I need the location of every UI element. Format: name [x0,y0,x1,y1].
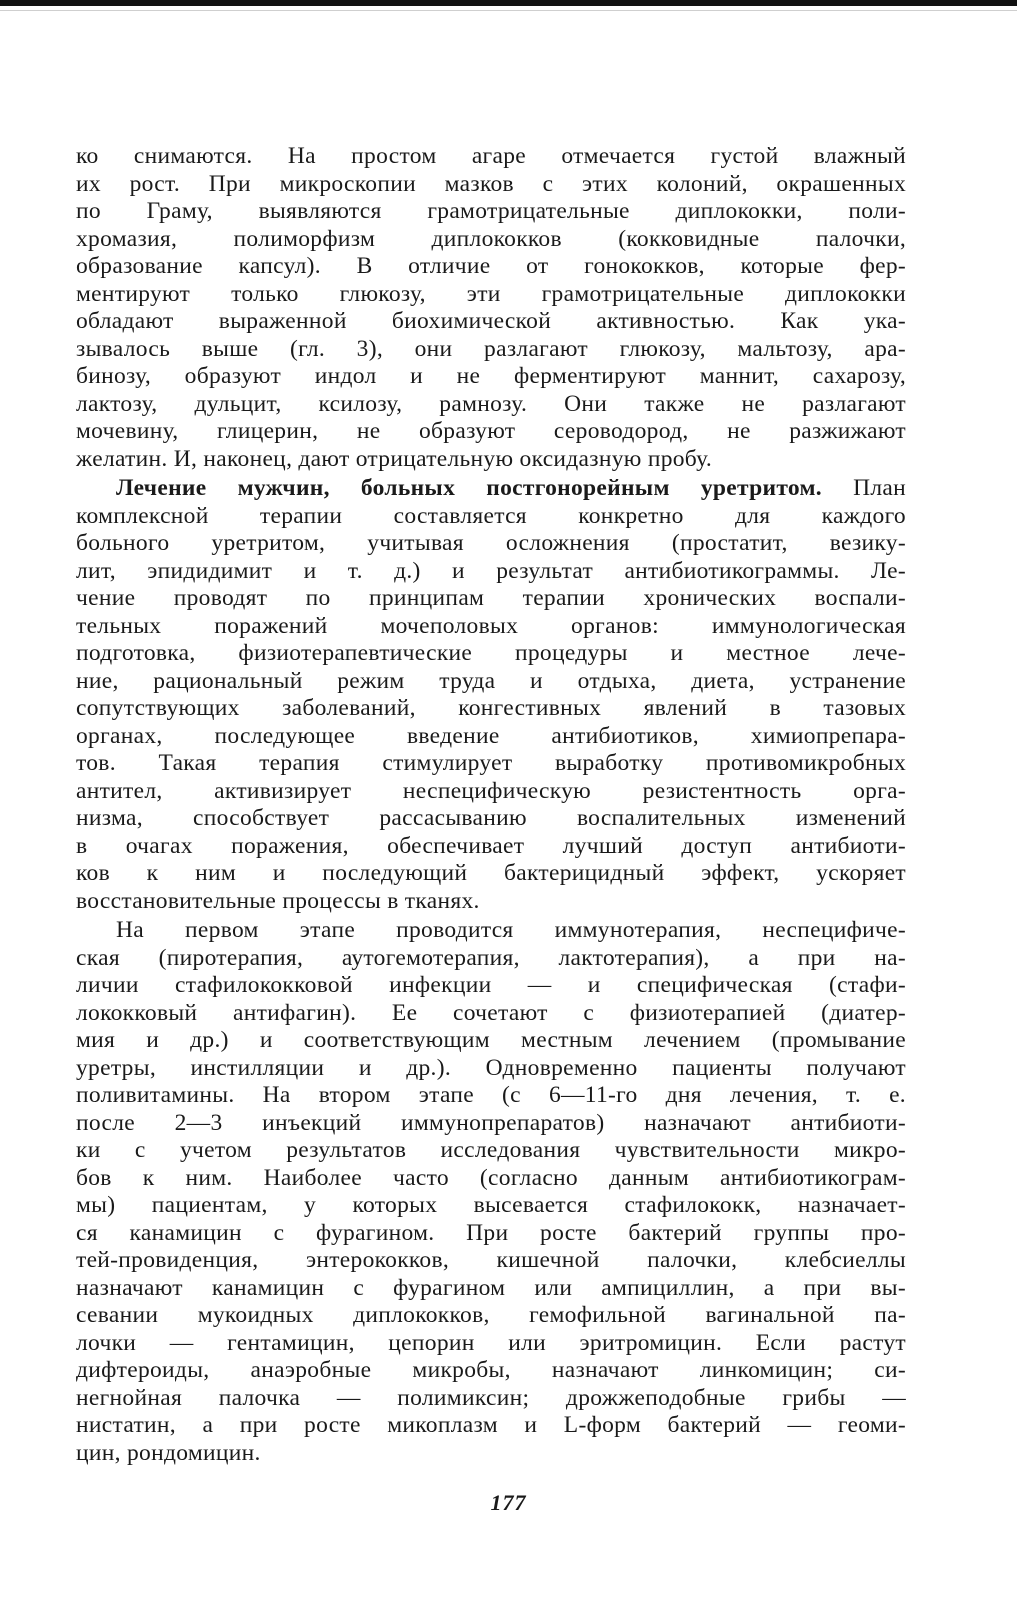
text-line: нистатин, а при росте микоплазм и L-форм бактерий — геоми- [76,1412,906,1438]
text-line: сопутствующих заболеваний, конгестивных явлений в тазовых [76,695,906,721]
paragraph-continuation [76,143,906,473]
text-line: цин, рондомицин. [76,1439,261,1466]
paragraph-therapy-stages [76,917,906,1467]
text-line: лококковый антифагин). Ее сочетают с физиотерапией (диатер- [76,999,906,1026]
text-line: лит, эпидидимит и т. д.) и результат антибиотикограммы. Ле- [76,557,906,584]
text-line: бинозу, образуют индол и не ферментируют маннит, сахарозу, [76,363,906,389]
text-line: мочевину, глицерин, не образуют сероводород, не разжижают [76,418,906,444]
text-line: лактозу, дульцит, ксилозу, рамнозу. Они также не разлагают [76,390,906,417]
top-scan-line [0,10,1017,11]
text-line: ся канамицин с фурагином. При росте бактерий группы про- [76,1219,906,1246]
text-line: тов. Такая терапия стимулирует выработку противомикробных [76,750,906,776]
text-line: личии стафилококковой инфекции — и специфическая (стафи- [76,972,906,998]
text-line: ков к ним и последующий бактерицидный эффект, ускоряет [76,860,906,886]
text-line: обладают выраженной биохимической активностью. Как ука- [76,308,906,334]
paragraph-treatment-heading [76,475,906,915]
text-line: по Граму, выявляются грамотрицательные диплококки, поли- [76,198,906,224]
text-line: подготовка, физиотерапевтические процедуры и местное лече- [76,640,906,666]
text-line: негнойная палочка — полимиксин; дрожжеподобные грибы — [76,1384,906,1411]
text-line: ки с учетом результатов исследования чувствительности микро- [76,1137,906,1163]
text-line: дифтероиды, анаэробные микробы, назначают линкомицин; си- [76,1357,906,1383]
text-line: в очагах поражения, обеспечивает лучший доступ антибиоти- [76,832,906,859]
text-line: зывалось выше (гл. 3), они разлагают глюкозу, мальтозу, ара- [76,335,906,362]
page-body [76,143,906,1467]
text-line [76,475,906,503]
text-line: тей-провиденция, энтерококков, кишечной палочки, клебсиеллы [76,1247,906,1273]
text-line: ская (пиротерапия, аутогемотерапия, лактотерапия), а при на- [76,944,906,971]
text-line: назначают канамицин с фурагином или ампициллин, а при вы- [76,1274,906,1301]
text-line: На первом этапе проводится иммунотерапия, неспецифиче- [116,917,906,943]
text-line: севании мукоидных диплококков, гемофильной вагинальной па- [76,1302,906,1328]
text-line: ко снимаются. На простом агаре отмечается густой влажный [76,143,906,169]
text-line: низма, способствует рассасыванию воспалительных изменений [76,805,906,831]
text-line: восстановительные процессы в тканях. [76,887,480,914]
text-line: комплексной терапии составляется конкретно для каждого [76,502,906,529]
text-line: тельных поражений мочеполовых органов: иммунологическая [76,612,906,639]
text-line: больного уретритом, учитывая осложнения (простатит, везику- [76,530,906,556]
text-line: желатин. И, наконец, дают отрицательную оксидазную пробу. [76,445,713,472]
text-line: после 2—3 инъекций иммунопрепаратов) назначают антибиоти- [76,1109,906,1136]
text-line: органах, последующее введение антибиотиков, химиопрепара- [76,722,906,749]
text-line: мы) пациентам, у которых высевается стафилококк, назначает- [76,1192,906,1218]
text-line: бов к ним. Наиболее часто (согласно данным антибиотикограм- [76,1164,906,1191]
text-line: образование капсул). В отличие от гонококков, которые фер- [76,253,906,279]
text-line: чение проводят по принципам терапии хронических воспали- [76,585,906,611]
text-line: уретры, инстилляции и др.). Одновременно пациенты получают [76,1054,906,1081]
top-border-rule [0,0,1017,6]
text-line: мия и др.) и соответствующим местным лечением (промывание [76,1027,906,1053]
text-line: антител, активизирует неспецифическую резистентность орга- [76,777,906,804]
text-line: их рост. При микроскопии мазков с этих колоний, окрашенных [76,170,906,197]
text-line: хромазия, полиморфизм диплококков (кокковидные палочки, [76,225,906,252]
text-line: ние, рациональный режим труда и отдыха, диета, устранение [76,667,906,694]
section-heading: Лечение мужчин, больных постгонорейным уретритом. [116,475,822,501]
text-line: ментируют только глюкозу, эти грамотрицательные диплококки [76,280,906,307]
page-number: 177 [490,1490,527,1515]
text-line: лочки — гентамицин, цепорин или эритромицин. Если растут [76,1329,906,1356]
text-line: поливитамины. На втором этапе (с 6—11-го дня лечения, т. е. [76,1082,906,1108]
heading-tail-text: План [821,475,906,501]
